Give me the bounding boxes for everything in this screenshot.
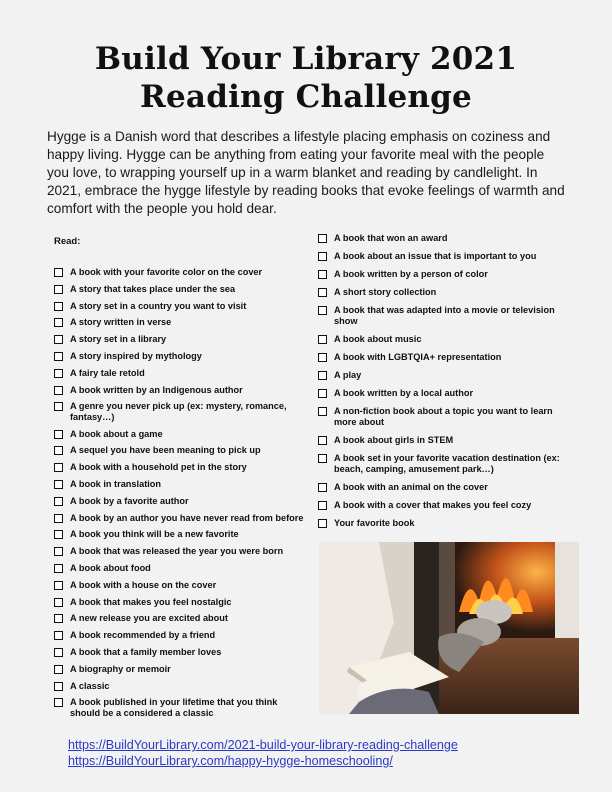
- checkbox-icon[interactable]: [54, 386, 63, 395]
- checkbox-icon[interactable]: [54, 598, 63, 607]
- checkbox-icon[interactable]: [318, 353, 327, 362]
- checkbox-icon[interactable]: [318, 270, 327, 279]
- checklist-item-label: A book written by a local author: [334, 388, 474, 399]
- checklist-item: [318, 435, 568, 446]
- checkbox-icon[interactable]: [318, 389, 327, 398]
- checklist-item-label: A play: [334, 370, 362, 381]
- checklist-item: [54, 529, 304, 540]
- checkbox-icon[interactable]: [54, 480, 63, 489]
- checklist-item: [318, 233, 568, 244]
- checklist-item-label: A book with a household pet in the story: [70, 462, 247, 473]
- read-label: Read:: [54, 236, 81, 247]
- checklist-item: [54, 284, 304, 295]
- checkbox-icon[interactable]: [318, 501, 327, 510]
- checklist-item-label: A book with an animal on the cover: [334, 481, 488, 492]
- checklist-item-label: A book about an issue that is important to you: [334, 251, 537, 262]
- checkbox-icon[interactable]: [318, 371, 327, 380]
- checklist-item-label: A book about food: [70, 563, 151, 574]
- checklist-item: [54, 479, 304, 490]
- checklist-item-label: A story written in verse: [70, 317, 172, 328]
- checklist-item-label: A story inspired by mythology: [70, 350, 202, 361]
- checklist-item: [318, 482, 568, 493]
- checklist-right-column: [318, 233, 568, 536]
- checklist-item: [54, 368, 304, 379]
- checklist-item-label: A book written by a person of color: [334, 269, 488, 280]
- checklist-item: [54, 267, 304, 278]
- checklist-item-label: A book about girls in STEM: [334, 434, 454, 445]
- checklist-item: [54, 401, 304, 422]
- checklist-item: [54, 445, 304, 456]
- checklist-item-label: A book about a game: [70, 428, 163, 439]
- checkbox-icon[interactable]: [54, 268, 63, 277]
- checklist-item: [54, 613, 304, 624]
- checklist-item: [54, 546, 304, 557]
- checklist-item-label: A book published in your lifetime that you think should be a considered a classic: [70, 697, 278, 718]
- checklist-item: [318, 251, 568, 262]
- checklist-item: [54, 664, 304, 675]
- title-line-1: Build Your Library 2021: [94, 41, 518, 77]
- checklist-item-label: A new release you are excited about: [70, 613, 228, 624]
- checklist-item: [318, 269, 568, 280]
- checkbox-icon[interactable]: [54, 302, 63, 311]
- checkbox-icon[interactable]: [54, 446, 63, 455]
- checkbox-icon[interactable]: [318, 288, 327, 297]
- checklist-item: [54, 630, 304, 641]
- checklist-item-label: A book with your favorite color on the cover: [70, 267, 263, 277]
- checkbox-icon[interactable]: [54, 564, 63, 573]
- checklist-item-label: A story set in a country you want to visit: [70, 300, 247, 311]
- checklist-item-label: A book about music: [334, 333, 422, 344]
- checkbox-icon[interactable]: [54, 463, 63, 472]
- checklist-item: [54, 681, 304, 692]
- checkbox-icon[interactable]: [318, 483, 327, 492]
- checklist-item-label: A book that makes you feel nostalgic: [70, 596, 232, 607]
- checkbox-icon[interactable]: [318, 335, 327, 344]
- checklist-item: [54, 496, 304, 507]
- checklist-item-label: A book written by an Indigenous author: [70, 384, 243, 395]
- checklist-item: [318, 388, 568, 399]
- checkbox-icon[interactable]: [54, 631, 63, 640]
- checklist-item: [318, 500, 568, 511]
- checklist-item-label: A story set in a library: [70, 334, 167, 345]
- checkbox-icon[interactable]: [54, 514, 63, 523]
- checklist-item: [318, 406, 568, 427]
- checklist-item-label: A book that was adapted into a movie or television show: [334, 305, 555, 326]
- checklist-item: [54, 334, 304, 345]
- checklist-item: [54, 647, 304, 658]
- hygge-homeschooling-link[interactable]: https://BuildYourLibrary.com/happy-hygge-homeschooling/: [68, 754, 393, 768]
- checkbox-icon[interactable]: [54, 682, 63, 691]
- checklist-item-label: A story that takes place under the sea: [70, 283, 236, 294]
- checklist-item-label: A short story collection: [334, 287, 437, 298]
- checklist-item-label: A book set in your favorite vacation destination (ex: beach, camping, amusement park…): [334, 453, 560, 474]
- checklist-item-label: Your favorite book: [334, 517, 415, 528]
- checklist-item: [54, 597, 304, 608]
- checklist-item-label: A book with LGBTQIA+ representation: [334, 352, 502, 363]
- checklist-item: [54, 317, 304, 328]
- checklist-left-column: [54, 236, 304, 725]
- cozy-reading-photo: [319, 542, 579, 714]
- checkbox-icon[interactable]: [54, 352, 63, 361]
- checkbox-icon[interactable]: [54, 648, 63, 657]
- checklist-item-label: A non-fiction book about a topic you want to learn more about: [334, 406, 553, 427]
- checkbox-icon[interactable]: [54, 530, 63, 539]
- checklist-item-label: A book with a cover that makes you feel cozy: [334, 499, 532, 510]
- checkbox-icon[interactable]: [54, 402, 63, 411]
- intro-paragraph: Hygge is a Danish word that describes a lifestyle placing emphasis on coziness and happy living. Hygge can be anything from eating your favorite meal with the people you love, to wrapping yourself up in a warm blanket and reading by candlelight. In 2021, embrace the hygge lifestyle by reading books that evoke feelings of warmth and comfort with the people you hold dear.: [47, 129, 565, 216]
- checklist-item: [318, 334, 568, 345]
- checkbox-icon[interactable]: [54, 335, 63, 344]
- checkbox-icon[interactable]: [318, 454, 327, 463]
- checklist-item: [54, 462, 304, 473]
- checklist-item-label: A book by a favorite author: [70, 495, 189, 506]
- checkbox-icon[interactable]: [54, 430, 63, 439]
- checkbox-icon[interactable]: [318, 436, 327, 445]
- checkbox-icon[interactable]: [54, 698, 63, 707]
- checklist-item: [318, 352, 568, 363]
- left-checklist: [54, 267, 304, 718]
- checkbox-icon[interactable]: [54, 665, 63, 674]
- checklist-item-label: A book that was released the year you were born: [70, 546, 284, 557]
- checkbox-icon[interactable]: [54, 369, 63, 378]
- checkbox-icon[interactable]: [54, 581, 63, 590]
- checkbox-icon[interactable]: [318, 234, 327, 243]
- checklist-item-label: A book by an author you have never read from before: [70, 512, 304, 523]
- checklist-item-label: A genre you never pick up (ex: mystery, romance, fantasy…): [70, 401, 287, 422]
- checkbox-icon[interactable]: [54, 285, 63, 294]
- checklist-item: [54, 513, 304, 524]
- checkbox-icon[interactable]: [54, 614, 63, 623]
- checklist-item-label: A book you think will be a new favorite: [70, 529, 239, 540]
- checklist-item-label: A book in translation: [70, 479, 162, 490]
- links-block: [68, 737, 568, 769]
- checklist-item: [318, 287, 568, 298]
- checklist-item: [54, 563, 304, 574]
- checkbox-icon[interactable]: [318, 252, 327, 261]
- checkbox-icon[interactable]: [318, 407, 327, 416]
- checklist-item: [54, 697, 304, 718]
- checklist-item: [54, 351, 304, 362]
- checkbox-icon[interactable]: [318, 519, 327, 528]
- checklist-item-label: A fairy tale retold: [70, 367, 145, 378]
- checklist-item-label: A book with a house on the cover: [70, 579, 217, 590]
- checklist-item: [318, 305, 568, 326]
- checklist-item-label: A book recommended by a friend: [70, 630, 216, 641]
- checklist-item-label: A biography or memoir: [70, 663, 171, 674]
- checkbox-icon[interactable]: [54, 497, 63, 506]
- title-line-2: Reading Challenge: [140, 79, 472, 115]
- checkbox-icon[interactable]: [54, 318, 63, 327]
- checklist-item-label: A book that won an award: [334, 233, 448, 243]
- checklist-item: [54, 301, 304, 312]
- page-title: [0, 40, 612, 116]
- checklist-item: [54, 385, 304, 396]
- checklist-item-label: A book that a family member loves: [70, 647, 222, 658]
- checklist-item-label: A classic: [70, 680, 110, 691]
- checklist-item: [318, 518, 568, 529]
- right-checklist: [318, 233, 568, 528]
- checklist-item-label: A sequel you have been meaning to pick up: [70, 445, 261, 456]
- checklist-item: [318, 370, 568, 381]
- checklist-item: [54, 580, 304, 591]
- checklist-item: [318, 453, 568, 474]
- checkbox-icon[interactable]: [54, 547, 63, 556]
- checkbox-icon[interactable]: [318, 306, 327, 315]
- checklist-item: [54, 429, 304, 440]
- challenge-link[interactable]: https://BuildYourLibrary.com/2021-build-your-library-reading-challenge: [68, 738, 458, 752]
